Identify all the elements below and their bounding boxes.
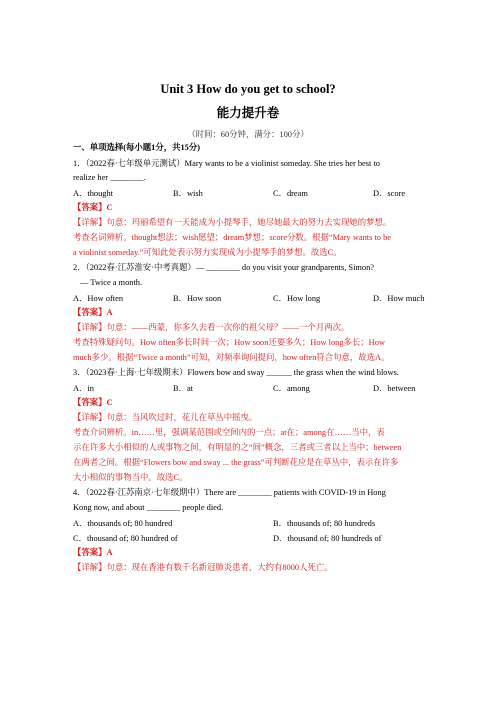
q3-option-b: B．at [173, 384, 194, 393]
q3-detail-line: 在两者之间。根据“Flowers bow and sway ... the grass”可判断花应是在草丛中，表示在许多 [73, 458, 399, 467]
q4-option-b: B．thousands of; 80 hundreds [273, 519, 376, 528]
q2-answer: 【答案】A [73, 308, 113, 317]
q2-detail-line: 【详解】句意：——西蒙，你多久去看一次你的祖父母？——一个月两次。 [73, 323, 350, 332]
q4-answer: 【答案】A [73, 548, 113, 557]
exam-meta: （时间：60分钟，满分：100分） [187, 130, 309, 139]
q2-option-a: A．How often [73, 294, 124, 303]
q3-detail-line: 考查介词辨析。in……里，强调某范围或空间内的一点；at在；among在……当中，表 [73, 428, 385, 437]
page-title: Unit 3 How do you get to school? [160, 82, 336, 96]
question-1-stem: 1．（2022春·七年级单元测试）Mary wants to be a violinist someday. She tries her best to [73, 159, 380, 168]
q4-option-d: D．thousand of; 80 hundreds of [273, 534, 382, 543]
q2-option-c: C．How long [273, 294, 321, 303]
q3-detail-line: 【详解】句意：当风吹过时，花儿在草丛中摇曳。 [73, 413, 258, 422]
q2-option-b: B．How soon [173, 294, 222, 303]
question-4-stem-cont: Kong now, and about ________ people died. [73, 503, 224, 512]
q1-option-a: A．thought [73, 189, 114, 198]
section-heading: 一、单项选择(每小题1分，共15分) [73, 143, 201, 152]
question-2-reply: — Twice a month. [80, 278, 143, 287]
q4-option-a: A．thousands of; 80 hundred [73, 519, 173, 528]
page-subtitle: 能力提升卷 [216, 106, 280, 120]
question-3-stem: 3．（2023春·上海·七年级期末）Flowers bow and sway ______ the grass when the wind blows. [73, 368, 399, 377]
q2-option-d: D．How much [373, 294, 425, 303]
q3-option-c: C．among [273, 384, 310, 393]
question-2-stem: 2．（2022春·江苏淮安·中考真题）— ________ do you visit your grandparents, Simon? [73, 263, 375, 272]
q3-option-d: D．between [373, 384, 416, 393]
q1-detail-line: 【详解】句意：玛丽希望有一天能成为小提琴手，她尽她最大的努力去实现她的梦想。 [73, 218, 392, 227]
q4-detail-line: 【详解】句意：现在香港有数千名新冠肺炎患者，大约有8000人死亡。 [73, 563, 333, 572]
q1-option-b: B．wish [173, 189, 203, 198]
q2-detail-line: much多少。根据“Twice a month”可知，对频率询问提问，how often符合句意，故选A。 [73, 353, 390, 362]
q3-answer: 【答案】C [73, 398, 113, 407]
q1-answer: 【答案】C [73, 203, 113, 212]
q1-detail-line: a violinist someday.”可知此处表示努力实现成为小提琴手的梦想。故选C。 [73, 248, 342, 257]
q1-detail-line: 考查名词辨析。thought想法；wish愿望；dream梦想；score分数。根据“Mary wants to be [73, 233, 391, 242]
question-4-stem: 4．（2022春·江苏南京·七年级期中）There are ________ patients with COVID-19 in Hong [73, 488, 386, 497]
q3-option-a: A．in [73, 384, 94, 393]
question-1-stem-cont: realize her ________. [73, 173, 146, 182]
q1-option-c: C．dream [273, 189, 308, 198]
q1-option-d: D．score [373, 189, 406, 198]
q2-detail-line: 考查特殊疑问句。How often多长时间一次；How soon还要多久；How long多长；How [73, 338, 385, 347]
q3-detail-line: 大小相似的事物当中。故选C。 [73, 473, 188, 482]
q4-option-c: C．thousand of; 80 hundred of [73, 534, 178, 543]
q3-detail-line: 示在许多大小相似的人或事物之间，有明显的之“间”概念，三者或三者以上当中；between [73, 443, 402, 452]
